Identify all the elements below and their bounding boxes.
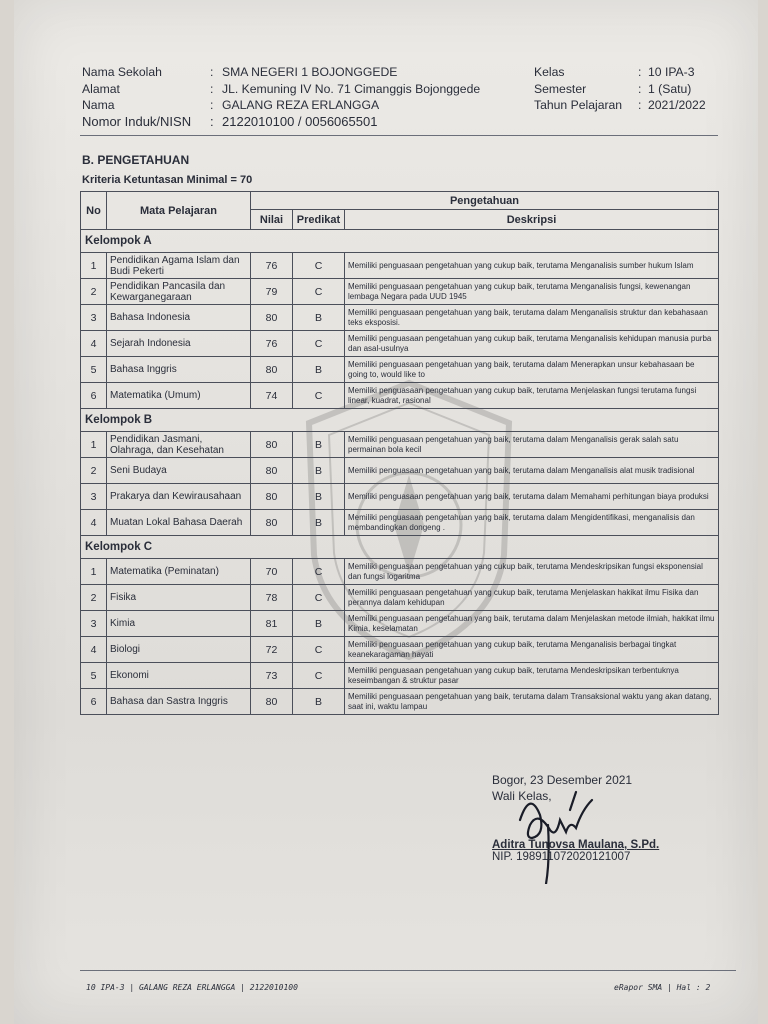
grades-table: [80, 191, 719, 715]
row-subject: Pendidikan Agama Islam dan Budi Pekerti: [107, 253, 251, 279]
row-predikat: C: [293, 637, 345, 663]
row-deskripsi: Memiliki penguasaan pengetahuan yang cukup baik, terutama Menjelaskan hakikat ilmu Fisika dan perannya dalam kehidupan: [345, 585, 719, 611]
row-subject: Prakarya dan Kewirausahaan: [107, 484, 251, 510]
header-row-class: [534, 64, 706, 81]
report-page: [14, 0, 758, 1024]
row-no: 3: [81, 305, 107, 331]
row-deskripsi: Memiliki penguasaan pengetahuan yang cukup baik, terutama Mendeskripsikan fungsi eksponensial dan fungsi logaritma: [345, 559, 719, 585]
table-row: [81, 331, 719, 357]
row-no: 1: [81, 432, 107, 458]
header-label: Tahun Pelajaran: [534, 98, 623, 112]
table-row: [81, 253, 719, 279]
row-no: 4: [81, 637, 107, 663]
row-subject: Bahasa Indonesia: [107, 305, 251, 331]
header-left: [82, 64, 480, 130]
row-no: 2: [81, 585, 107, 611]
group-header: Kelompok C: [81, 536, 719, 559]
handwritten-signature: [510, 780, 606, 884]
row-predikat: C: [293, 663, 345, 689]
row-no: 5: [81, 663, 107, 689]
header-sep: :: [210, 113, 214, 129]
row-subject: Bahasa Inggris: [107, 357, 251, 383]
row-predikat: B: [293, 458, 345, 484]
row-no: 5: [81, 357, 107, 383]
kkm-line: [82, 174, 252, 186]
kkm-label: Kriteria Ketuntasan Minimal =: [82, 174, 237, 186]
header-row-year: [534, 97, 706, 114]
row-predikat: C: [293, 559, 345, 585]
header-sep: :: [638, 81, 642, 96]
row-nilai: 80: [251, 432, 293, 458]
row-deskripsi: Memiliki penguasaan pengetahuan yang cukup baik, terutama Menjelaskan fungsi terutama fungsi linear, kuadrat, rasional: [345, 383, 719, 409]
table-row: [81, 458, 719, 484]
row-nilai: 80: [251, 357, 293, 383]
row-predikat: B: [293, 484, 345, 510]
col-header-deskripsi: Deskripsi: [345, 210, 719, 230]
teacher-nip: NIP. 198911072020121007: [492, 851, 631, 863]
row-deskripsi: Memiliki penguasaan pengetahuan yang baik, terutama dalam Menerapkan unsur kebahasaan be going to, would like to: [345, 357, 719, 383]
section-title: B. PENGETAHUAN: [82, 153, 190, 167]
row-nilai: 73: [251, 663, 293, 689]
row-deskripsi: Memiliki penguasaan pengetahuan yang baik, terutama dalam Menganalisis struktur dan kebahasaan teks eksposisi.: [345, 305, 719, 331]
group-header: Kelompok A: [81, 230, 719, 253]
row-subject: Kimia: [107, 611, 251, 637]
school-name: SMA NEGERI 1 BOJONGGEDE: [222, 65, 398, 79]
header-label: Nama Sekolah: [82, 65, 162, 79]
table-row: [81, 663, 719, 689]
table-row: [81, 611, 719, 637]
row-subject: Matematika (Umum): [107, 383, 251, 409]
col-header-no: No: [81, 192, 107, 230]
col-header-nilai: Nilai: [251, 210, 293, 230]
row-predikat: C: [293, 331, 345, 357]
row-nilai: 81: [251, 611, 293, 637]
student-nisn: 2122010100 / 0056065501: [222, 113, 378, 129]
semester-value: 1 (Satu): [648, 81, 692, 96]
row-deskripsi: Memiliki penguasaan pengetahuan yang cukup baik, terutama Menganalisis sumber hukum Islam: [345, 253, 719, 279]
row-predikat: B: [293, 689, 345, 715]
academic-year-value: 2021/2022: [648, 98, 706, 112]
student-name: GALANG REZA ERLANGGA: [222, 98, 380, 112]
row-nilai: 78: [251, 585, 293, 611]
row-nilai: 72: [251, 637, 293, 663]
table-row: [81, 305, 719, 331]
table-row: [81, 585, 719, 611]
col-header-mapel: Mata Pelajaran: [107, 192, 251, 230]
row-nilai: 76: [251, 331, 293, 357]
teacher-name: Aditra Tunovsa Maulana, S.Pd.: [492, 839, 660, 851]
row-no: 6: [81, 689, 107, 715]
row-nilai: 76: [251, 253, 293, 279]
row-subject: Ekonomi: [107, 663, 251, 689]
row-predikat: B: [293, 611, 345, 637]
header-label: Nomor Induk/NISN: [82, 113, 192, 129]
kkm-value: 70: [240, 174, 253, 186]
row-predikat: C: [293, 253, 345, 279]
row-predikat: B: [293, 432, 345, 458]
header-sep: :: [638, 65, 642, 79]
header-row-nisn: [82, 114, 480, 131]
row-no: 1: [81, 253, 107, 279]
row-no: 6: [81, 383, 107, 409]
header-sep: :: [638, 98, 642, 112]
header-label: Alamat: [82, 81, 120, 96]
footer-page-info: eRapor SMA | Hal : 2: [614, 983, 711, 992]
table-row: [81, 484, 719, 510]
row-nilai: 70: [251, 559, 293, 585]
footer-student-info: 10 IPA-3 | GALANG REZA ERLANGGA | 2122010100: [86, 983, 298, 992]
row-no: 3: [81, 484, 107, 510]
header-row-school: [82, 64, 480, 81]
row-deskripsi: Memiliki penguasaan pengetahuan yang baik, terutama dalam Transaksional waktu yang akan datang, saat ini, waktu lampau: [345, 689, 719, 715]
row-predikat: B: [293, 357, 345, 383]
row-no: 4: [81, 510, 107, 536]
row-no: 1: [81, 559, 107, 585]
row-no: 2: [81, 458, 107, 484]
row-nilai: 74: [251, 383, 293, 409]
row-no: 3: [81, 611, 107, 637]
col-header-pengetahuan: Pengetahuan: [251, 192, 719, 210]
row-subject: Biologi: [107, 637, 251, 663]
row-deskripsi: Memiliki penguasaan pengetahuan yang baik, terutama dalam Memahami perhitungan biaya produksi: [345, 484, 719, 510]
row-predikat: C: [293, 383, 345, 409]
header-sep: :: [210, 65, 214, 79]
row-deskripsi: Memiliki penguasaan pengetahuan yang baik, terutama dalam Menjelaskan metode ilmiah, hakikat ilmu Kimia, keselamatan: [345, 611, 719, 637]
row-predikat: B: [293, 510, 345, 536]
row-nilai: 80: [251, 689, 293, 715]
row-predikat: C: [293, 279, 345, 305]
table-row: [81, 559, 719, 585]
row-no: 4: [81, 331, 107, 357]
header-label: Kelas: [534, 65, 565, 79]
row-subject: Bahasa dan Sastra Inggris: [107, 689, 251, 715]
row-deskripsi: Memiliki penguasaan pengetahuan yang baik, terutama dalam Menganalisis alat musik tradisional: [345, 458, 719, 484]
header-label: Semester: [534, 81, 587, 96]
header-label: Nama: [82, 98, 115, 112]
header-row-name: [82, 97, 480, 114]
header-sep: :: [210, 81, 214, 96]
row-deskripsi: Memiliki penguasaan pengetahuan yang cukup baik, terutama Menganalisis kehidupan manusia purba dan asal-usulnya: [345, 331, 719, 357]
school-address: JL. Kemuning IV No. 71 Cimanggis Bojonggede: [222, 81, 481, 96]
table-row: [81, 510, 719, 536]
row-deskripsi: Memiliki penguasaan pengetahuan yang cukup baik, terutama Menganalisis fungsi, kewenangan lembaga Negara pada UUD 1945: [345, 279, 719, 305]
row-predikat: C: [293, 585, 345, 611]
row-nilai: 80: [251, 458, 293, 484]
row-subject: Seni Budaya: [107, 458, 251, 484]
row-no: 2: [81, 279, 107, 305]
row-nilai: 80: [251, 484, 293, 510]
row-nilai: 79: [251, 279, 293, 305]
row-subject: Pendidikan Pancasila dan Kewarganegaraan: [107, 279, 251, 305]
header-right: [534, 64, 706, 114]
row-deskripsi: Memiliki penguasaan pengetahuan yang baik, terutama dalam Mengidentifikasi, menganalisis dan membandingkan dongeng .: [345, 510, 719, 536]
signature-place-date: Bogor, 23 Desember 2021: [492, 773, 633, 787]
table-row: [81, 637, 719, 663]
header-row-address: [82, 81, 480, 98]
table-row: [81, 357, 719, 383]
row-subject: Matematika (Peminatan): [107, 559, 251, 585]
header-divider: [80, 135, 718, 136]
signature-role: Wali Kelas,: [492, 789, 552, 803]
header-row-semester: [534, 81, 706, 98]
row-nilai: 80: [251, 305, 293, 331]
col-header-predikat: Predikat: [293, 210, 345, 230]
table-row: [81, 432, 719, 458]
table-row: [81, 279, 719, 305]
row-deskripsi: Memiliki penguasaan pengetahuan yang cukup baik, terutama Menganalisis berbagai tingkat keanekaragaman hayati: [345, 637, 719, 663]
row-subject: Sejarah Indonesia: [107, 331, 251, 357]
table-row: [81, 383, 719, 409]
row-subject: Muatan Lokal Bahasa Daerah: [107, 510, 251, 536]
row-deskripsi: Memiliki penguasaan pengetahuan yang cukup baik, terutama Mendeskripsikan terbentuknya keseimbangan & struktur pasar: [345, 663, 719, 689]
class-value: 10 IPA-3: [648, 65, 695, 79]
row-subject: Pendidikan Jasmani, Olahraga, dan Kesehatan: [107, 432, 251, 458]
row-nilai: 80: [251, 510, 293, 536]
group-header: Kelompok B: [81, 409, 719, 432]
table-row: [81, 689, 719, 715]
row-deskripsi: Memiliki penguasaan pengetahuan yang baik, terutama dalam Menganalisis gerak salah satu permainan bola kecil: [345, 432, 719, 458]
row-subject: Fisika: [107, 585, 251, 611]
footer-divider: [80, 970, 736, 971]
row-predikat: B: [293, 305, 345, 331]
header-sep: :: [210, 98, 214, 112]
